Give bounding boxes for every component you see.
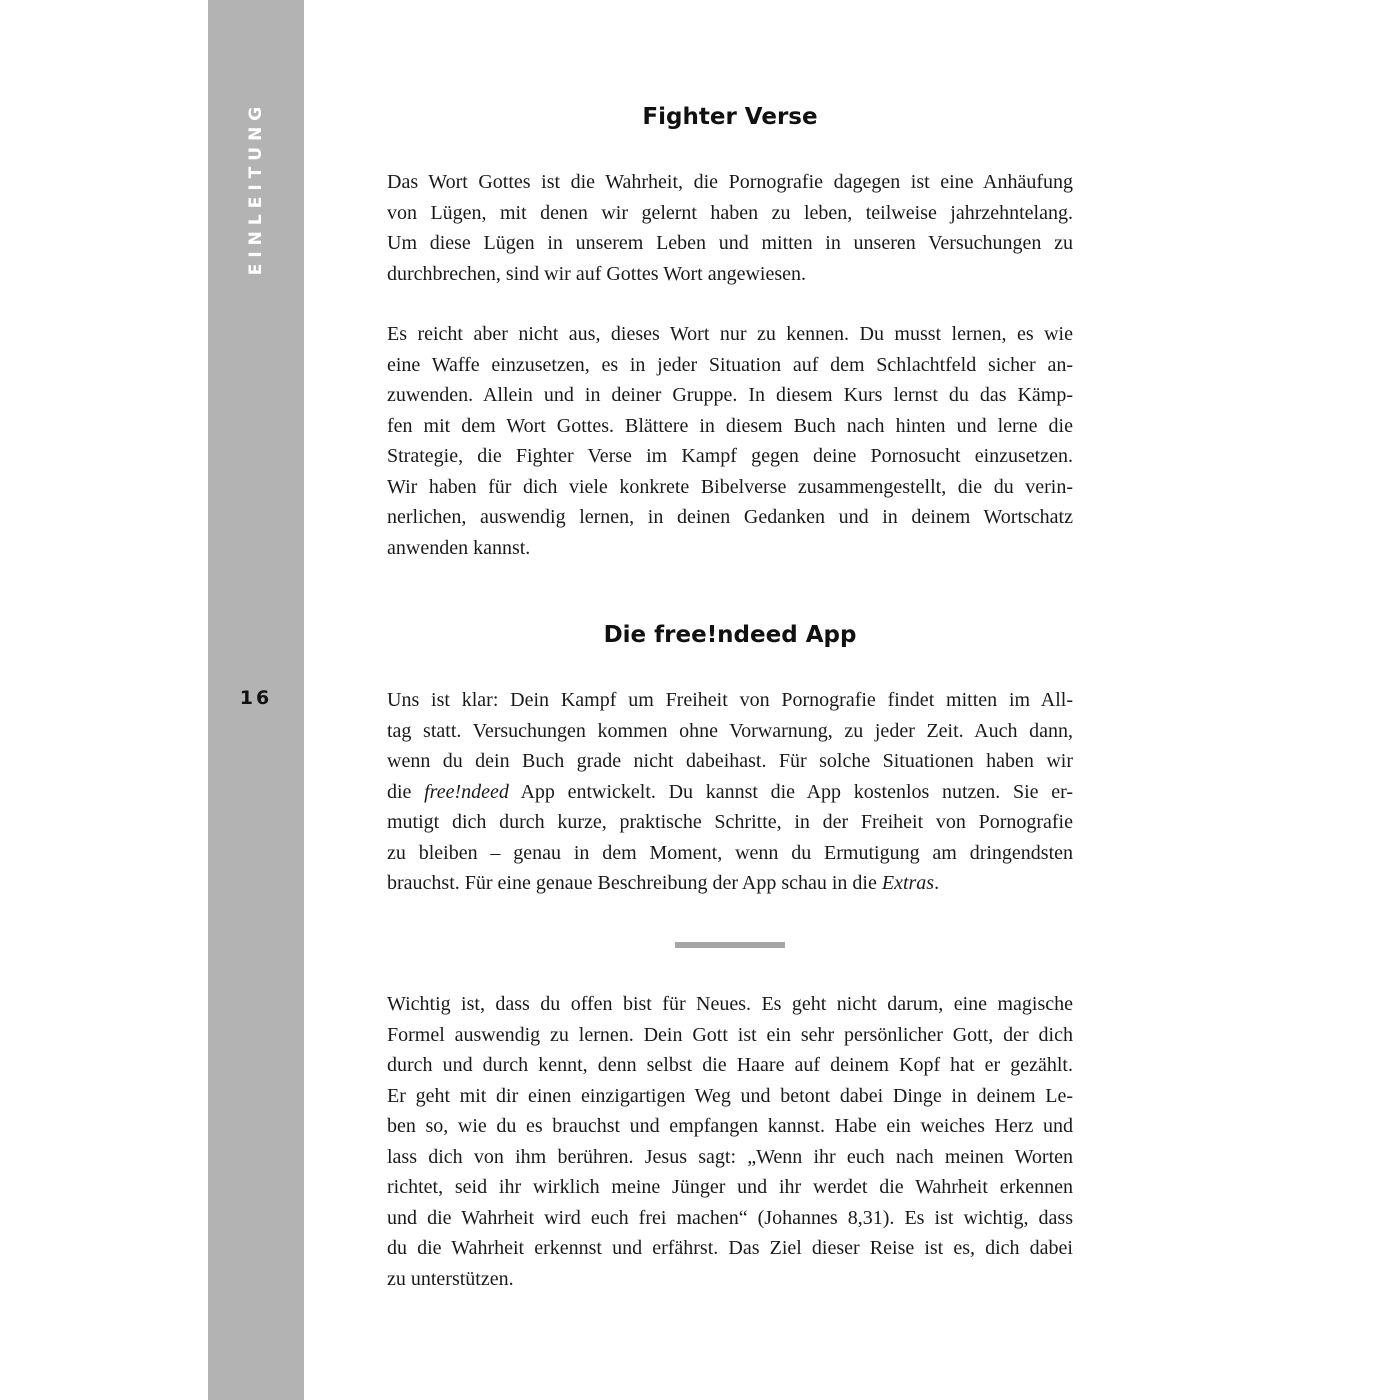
- text-line: Uns ist klar: Dein Kampf um Freiheit von Pornografie findet mitten im All-: [387, 689, 1073, 711]
- heading-fighter-verse: Fighter Verse: [642, 104, 818, 130]
- text-line: Formel auswendig zu lernen. Dein Gott ist ein sehr persönlicher Gott, der dich: [387, 1023, 1073, 1046]
- text-line: tag statt. Versuchungen kommen ohne Vorwarnung, zu jeder Zeit. Auch dann,: [387, 719, 1073, 742]
- heading-freindeed-app: Die free!ndeed App: [603, 622, 857, 648]
- text-line: Strategie, die Fighter Verse im Kampf gegen deine Pornosucht einzusetzen.: [387, 445, 1073, 467]
- text-line: mutigt dich durch kurze, praktische Schritte, in der Freiheit von Pornografie: [387, 811, 1073, 833]
- text-line: von Lügen, mit denen wir gelernt haben zu leben, teilweise jahrzehntelang.: [387, 201, 1073, 224]
- text-line: [387, 868, 1073, 899]
- text-line: Er geht mit dir einen einzigartigen Weg und betont dabei Dinge in deinem Le-: [387, 1084, 1073, 1107]
- extras-italic: Extras: [881, 872, 935, 894]
- section-divider: [675, 942, 785, 948]
- text-line: Wichtig ist, dass du offen bist für Neues. Es geht nicht darum, eine magische: [387, 993, 1073, 1015]
- text-line: lass dich von ihm berühren. Jesus sagt: „Wenn ihr euch nach meinen Worten: [387, 1145, 1073, 1168]
- text-line: und die Wahrheit wird euch frei machen“ (Johannes 8,31). Es ist wichtig, dass: [387, 1206, 1073, 1229]
- text-segment: die: [387, 780, 425, 803]
- text-line: zu unterstützen.: [387, 1267, 514, 1290]
- text-line: du die Wahrheit erkennst und erfährst. Das Ziel dieser Reise ist es, dich dabei: [387, 1237, 1073, 1259]
- chapter-label: EINLEITUNG: [246, 100, 266, 276]
- page-number: 16: [239, 687, 273, 709]
- text-line: Es reicht aber nicht aus, dieses Wort nur zu kennen. Du musst lernen, es wie: [387, 323, 1073, 345]
- text-segment: .: [934, 872, 940, 894]
- paragraph-fighter-verse-1: [387, 167, 1073, 289]
- text-line: zu bleiben – genau in dem Moment, wenn du Ermutigung am dringendsten: [387, 841, 1073, 864]
- paragraph-freindeed-app: [387, 685, 1073, 899]
- text-line: zuwenden. Allein und in deiner Gruppe. In diesem Kurs lernst du das Kämp-: [387, 384, 1073, 406]
- app-name-italic: free!ndeed: [424, 780, 509, 803]
- paragraph-fighter-verse-2: [387, 319, 1073, 563]
- text-line: Um diese Lügen in unserem Leben und mitten in unseren Versuchungen zu: [387, 232, 1073, 254]
- text-line: richtet, seid ihr wirklich meine Jünger und ihr werdet die Wahrheit erkennen: [387, 1176, 1073, 1198]
- text-line: ben so, wie du es brauchst und empfangen kannst. Habe ein weiches Herz und: [387, 1115, 1073, 1137]
- text-line: Das Wort Gottes ist die Wahrheit, die Pornografie dagegen ist eine Anhäufung: [387, 171, 1073, 193]
- text-segment: brauchst. Für eine genaue Beschreibung der App schau in die: [387, 872, 882, 894]
- text-line: [387, 777, 1073, 808]
- text-line: fen mit dem Wort Gottes. Blättere in diesem Buch nach hinten und lerne die: [387, 414, 1073, 437]
- text-line: Wir haben für dich viele konkrete Bibelverse zusammengestellt, die du verin-: [387, 475, 1073, 498]
- paragraph-closing: [387, 989, 1073, 1294]
- text-segment: App entwickelt. Du kannst die App kostenlos nutzen. Sie er-: [508, 780, 1074, 803]
- text-line: anwenden kannst.: [387, 536, 531, 559]
- text-line: durchbrechen, sind wir auf Gottes Wort angewiesen.: [387, 262, 807, 285]
- text-line: nerlichen, auswendig lernen, in deinen Gedanken und in deinem Wortschatz: [387, 506, 1073, 528]
- text-line: wenn du dein Buch grade nicht dabeihast. Für solche Situationen haben wir: [387, 750, 1073, 772]
- text-line: durch und durch kennt, denn selbst die Haare auf deinem Kopf hat er gezählt.: [387, 1054, 1073, 1076]
- text-line: eine Waffe einzusetzen, es in jeder Situation auf dem Schlachtfeld sicher an-: [387, 353, 1073, 376]
